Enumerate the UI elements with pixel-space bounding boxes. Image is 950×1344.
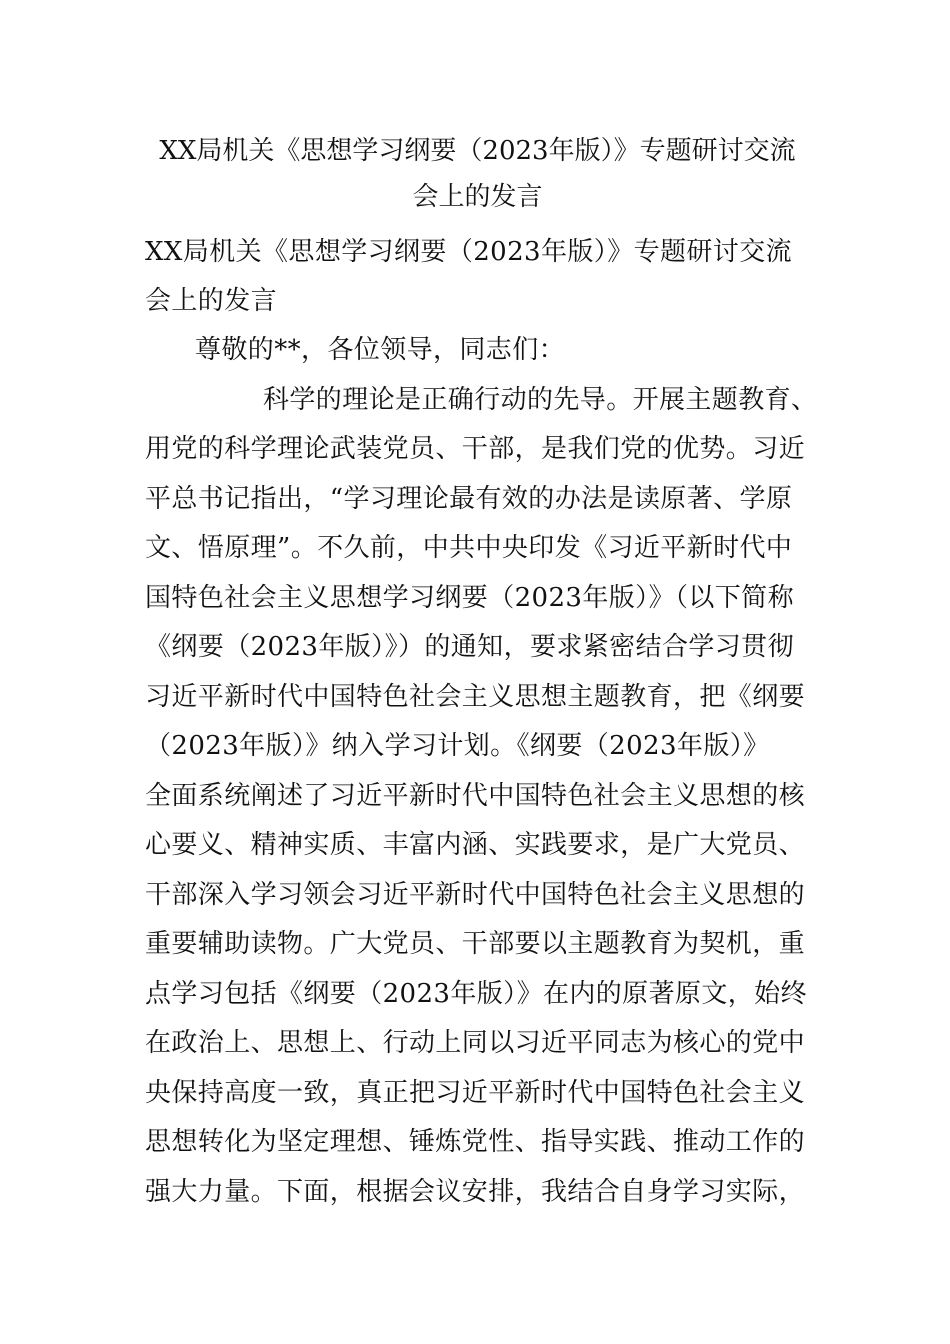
- paragraph-line: 干部深入学习领会习近平新时代中国特色社会主义思想的: [145, 879, 806, 910]
- paragraph-line: 平总书记指出，“学习理论最有效的办法是读原著、学原: [145, 483, 793, 514]
- paragraph-line: （2023年版）》纳入学习计划。《纲要（2023年版）》: [145, 731, 770, 761]
- subtitle-line-2: 会上的发言: [145, 286, 278, 316]
- paragraph-line: 重要辅助读物。广大党员、干部要以主题教育为契机，重: [145, 929, 806, 959]
- paragraph-line: 《纲要（2023年版）》）的通知，要求紧密结合学习贯彻: [145, 632, 794, 662]
- paragraph-line: 科学的理论是正确行动的先导。开展主题教育、: [263, 384, 818, 415]
- paragraph-line: 强大力量。下面，根据会议安排，我结合自身学习实际，: [145, 1176, 806, 1207]
- body-paragraph: [145, 376, 818, 1218]
- title-line-2: 会上的发言: [412, 182, 543, 212]
- paragraph-line: 在政治上、思想上、行动上同以习近平同志为核心的党中: [145, 1028, 806, 1058]
- document-body: [145, 228, 818, 1217]
- subtitle-line-1: XX局机关《思想学习纲要（2023年版）》专题研讨交流: [145, 237, 792, 267]
- paragraph-line: 央保持高度一致，真正把习近平新时代中国特色社会主义: [145, 1077, 806, 1108]
- paragraph-line: 全面系统阐述了习近平新时代中国特色社会主义思想的核: [145, 780, 806, 811]
- salutation: 尊敬的**，各位领导，同志们：: [195, 335, 566, 365]
- paragraph-line: 思想转化为坚定理想、锤炼党性、指导实践、推动工作的: [145, 1127, 806, 1157]
- paragraph-line: 国特色社会主义思想学习纲要（2023年版）》（以下简称: [145, 582, 794, 613]
- paragraph-line: 心要义、精神实质、丰富内涵、实践要求，是广大党员、: [145, 830, 806, 860]
- paragraph-line: 用党的科学理论武装党员、干部，是我们党的优势。习近: [145, 434, 806, 464]
- document-subtitle: [145, 228, 815, 326]
- paragraph-line: 文、悟原理”。不久前，中共中央印发《习近平新时代中: [145, 533, 793, 563]
- paragraph-line: 习近平新时代中国特色社会主义思想主题教育，把《纲要: [145, 681, 806, 712]
- title-line-1: XX局机关《思想学习纲要（2023年版）》专题研讨交流: [159, 136, 796, 166]
- paragraph-line: 点学习包括《纲要（2023年版）》在内的原著原文，始终: [145, 978, 807, 1009]
- document-title: [145, 128, 810, 220]
